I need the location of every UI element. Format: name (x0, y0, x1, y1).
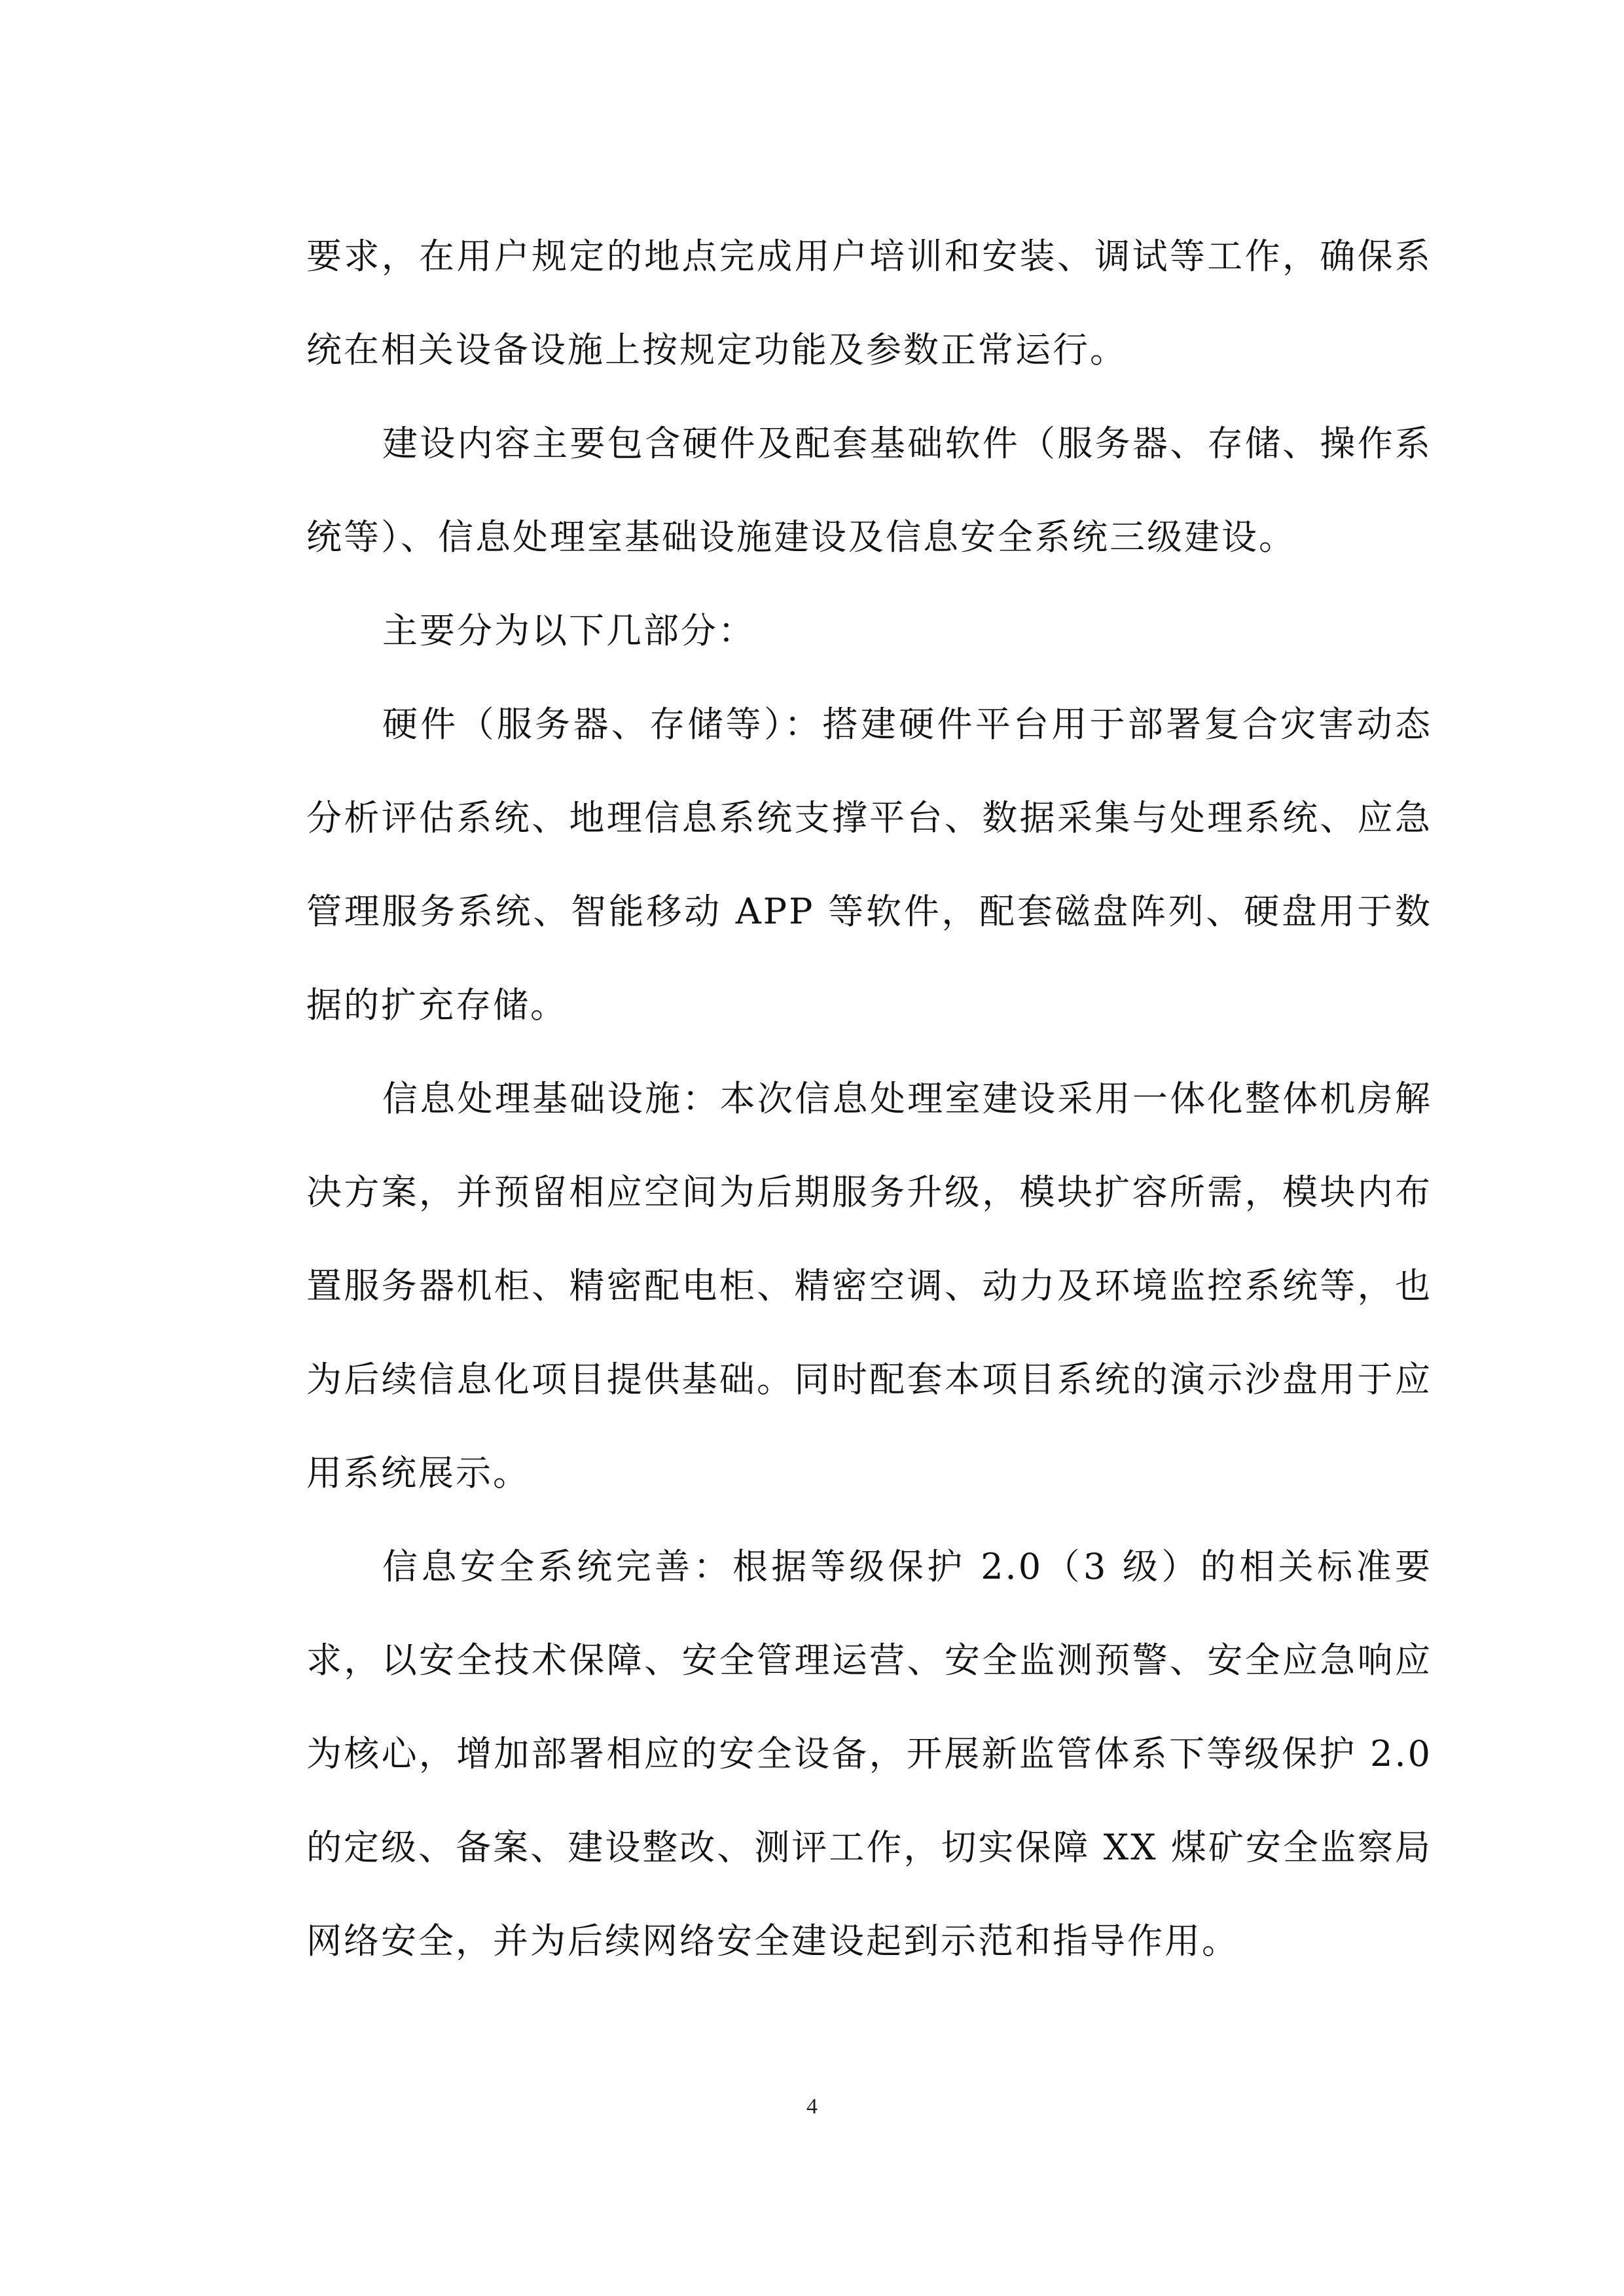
paragraph-security-system: 信息安全系统完善：根据等级保护 2.0（3 级）的相关标准要求，以安全技术保障、安全管理运营、安全监测预警、安全应急响应为核心，增加部署相应的安全设备，开展新监管体系下等级保护 2.0 的定级、备案、建设整改、测评工作，切实保障 XX 煤矿安全监察局网络安全，并为后续网络安全建设起到示范和指导作用。 (306, 1546, 1432, 1962)
paragraph-parts-intro: 主要分为以下几部分： (382, 610, 755, 651)
paragraph-construction-content: 建设内容主要包含硬件及配套基础软件（服务器、存储、操作系统等）、信息处理室基础设施建设及信息安全系统三级建设。 (306, 423, 1432, 558)
paragraph-continuation: 要求，在用户规定的地点完成用户培训和安装、调试等工作，确保系统在相关设备设施上按规定功能及参数正常运行。 (306, 236, 1432, 370)
document-body (306, 209, 1432, 1988)
page-number: 4 (806, 2094, 818, 2119)
paragraph-infrastructure: 信息处理基础设施：本次信息处理室建设采用一体化整体机房解决方案，并预留相应空间为后期服务升级，模块扩容所需，模块内布置服务器机柜、精密配电柜、精密空调、动力及环境监控系统等，也为后续信息化项目提供基础。同时配套本项目系统的演示沙盘用于应用系统展示。 (306, 1078, 1432, 1494)
paragraph-hardware: 硬件（服务器、存储等）：搭建硬件平台用于部署复合灾害动态分析评估系统、地理信息系统支撑平台、数据采集与处理系统、应急管理服务系统、智能移动 APP 等软件，配套磁盘阵列、硬盘用于数据的扩充存储。 (306, 704, 1432, 1026)
